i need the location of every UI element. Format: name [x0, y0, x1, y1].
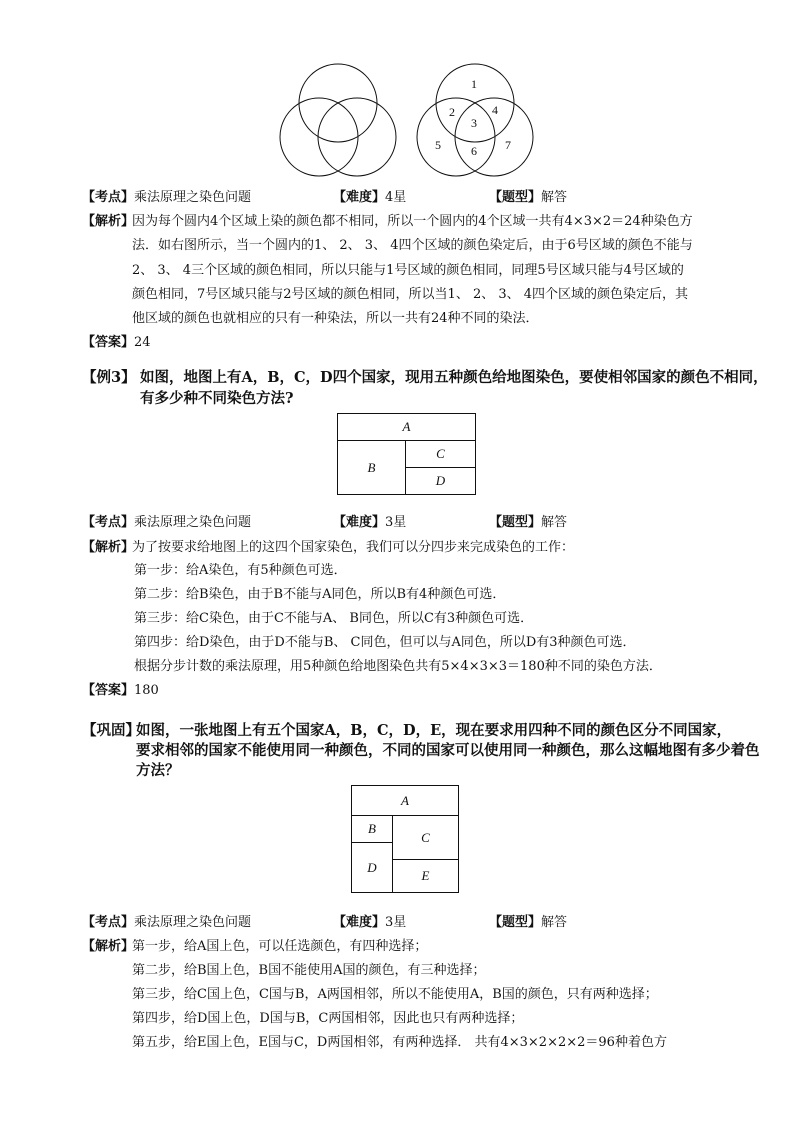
nandu-1 [333, 186, 406, 205]
answer-tag: 【答案】 [82, 683, 135, 698]
answer-2 [82, 679, 159, 698]
consolidate-line-3: 方法？ [136, 762, 180, 779]
region-label-4: 4 [492, 103, 498, 117]
analysis-1-line-3: 2、 3、 4三个区域的颜色相同，所以只能与1号区域的颜色相同，同理5号区域只能与4号区域的 [132, 263, 684, 278]
analysis-1-line-1: 因为每个圆内4个区域上染的颜色都不相同，所以一个圆内的4个区域一共有4×3×2＝24种染色方 [132, 214, 693, 229]
kaodian-value: 乘法原理之染色问题 [134, 515, 252, 530]
analysis-2-intro: 为了按要求给地图上的这四个国家染色，我们可以分四步来完成染色的工作： [132, 540, 575, 555]
kaodian-tag: 【考点】 [82, 515, 135, 530]
map-2 [351, 785, 459, 893]
answer-value: 180 [134, 683, 159, 698]
analysis-3-line-4: 第四步，给D国上色，D国与B，C两国相邻，因此也只有两种选择； [132, 1011, 524, 1026]
tixing-tag: 【题型】 [489, 190, 542, 205]
tixing-value: 解答 [541, 515, 568, 530]
region-label-3: 3 [471, 116, 477, 130]
answer-1 [82, 331, 151, 350]
consolidate-line-2: 要求相邻的国家不能使用同一种颜色，不同的国家可以使用同一种颜色，那么这幅地图有多少着色 [136, 742, 760, 759]
meta-row-2 [82, 511, 251, 530]
analysis-2-step-5: 根据分步计数的乘法原理，用5种颜色给地图染色共有5×4×3×3＝180种不同的染色方法． [134, 659, 662, 674]
map-2-region-a: A [351, 785, 459, 816]
example-3-line-2: 有多少种不同染色方法? [140, 390, 294, 407]
analysis-1-line-4: 颜色相同，7号区域只能与2号区域的颜色相同，所以当1、 2、 3、 4四个区域的颜色染定后，其 [132, 287, 689, 302]
region-label-1: 1 [471, 77, 477, 91]
tixing-value: 解答 [541, 915, 568, 930]
analysis-2-step-3: 第三步：给C染色，由于C不能与A、 B同色，所以C有3种颜色可选． [134, 611, 534, 626]
meta-row-3 [82, 911, 251, 930]
map-1 [337, 413, 476, 495]
region-label-7: 7 [505, 138, 511, 152]
region-label-2: 2 [449, 105, 455, 119]
map-2-region-c: C [392, 815, 459, 860]
example-3-tag: 【例3】 [82, 369, 136, 386]
region-label-6: 6 [471, 144, 477, 158]
map-2-region-e: E [392, 859, 459, 893]
analysis-2-step-2: 第二步：给B染色，由于B不能与A同色，所以B有4种颜色可选． [134, 587, 506, 602]
analysis-3-line-2: 第二步，给B国上色，B国不能使用A国的颜色，有三种选择； [132, 963, 486, 978]
kaodian-tag: 【考点】 [82, 915, 135, 930]
answer-value: 24 [134, 335, 151, 350]
region-label-5: 5 [435, 138, 441, 152]
analysis-2-step-1: 第一步：给A染色，有5种颜色可选． [134, 563, 347, 578]
map-1-region-a: A [337, 413, 476, 441]
nandu-3 [333, 911, 406, 930]
analysis-1-line-5: 他区域的颜色也就相应的只有一种染法，所以一共有24种不同的染法． [132, 311, 539, 326]
tixing-2 [489, 511, 567, 530]
map-1-region-c: C [405, 440, 476, 468]
nandu-2 [333, 511, 406, 530]
map-2-region-b: B [351, 815, 393, 843]
analysis-tag-2: 【解析】 [82, 540, 135, 555]
tixing-3 [489, 911, 567, 930]
nandu-value: 3星 [385, 915, 407, 930]
tixing-tag: 【题型】 [489, 515, 542, 530]
venn-plain [280, 64, 396, 176]
answer-tag: 【答案】 [82, 335, 135, 350]
analysis-3-line-5: 第五步，给E国上色，E国与C，D两国相邻，有两种选择． 共有4×3×2×2×2＝96种着色方 [132, 1035, 667, 1050]
venn-diagrams [270, 55, 560, 180]
consolidate-line-1: 如图，一张地图上有五个国家A，B，C，D，E，现在要求用四种不同的颜色区分不同国家， [136, 722, 732, 739]
kaodian-value: 乘法原理之染色问题 [134, 190, 252, 205]
tixing-value: 解答 [541, 190, 568, 205]
map-2-region-d: D [351, 842, 393, 893]
kaodian-value: 乘法原理之染色问题 [134, 915, 252, 930]
tixing-tag: 【题型】 [489, 915, 542, 930]
analysis-1-line-2: 法．如右图所示，当一个圆内的1、 2、 3、 4四个区域的颜色染定后，由于6号区域的颜色不能与 [132, 238, 693, 253]
example-3-line-1: 如图，地图上有A，B，C，D四个国家，现用五种颜色给地图染色，要使相邻国家的颜色不相同， [140, 369, 768, 386]
analysis-2-step-4: 第四步：给D染色，由于D不能与B、 C同色，但可以与A同色，所以D有3种颜色可选． [134, 635, 636, 650]
nandu-tag: 【难度】 [333, 915, 386, 930]
map-1-region-d: D [405, 467, 476, 495]
nandu-value: 4星 [385, 190, 407, 205]
nandu-tag: 【难度】 [333, 190, 386, 205]
analysis-3-line-3: 第三步，给C国上色，C国与B，A两国相邻，所以不能使用A，B国的颜色，只有两种选择； [132, 987, 658, 1002]
analysis-tag-3: 【解析】 [82, 939, 135, 954]
tixing-1 [489, 186, 567, 205]
kaodian-tag: 【考点】 [82, 190, 135, 205]
map-1-region-b: B [337, 440, 406, 495]
meta-row-1 [82, 186, 251, 205]
nandu-tag: 【难度】 [333, 515, 386, 530]
analysis-tag-1: 【解析】 [82, 214, 135, 229]
consolidate-tag: 【巩固】 [82, 722, 140, 739]
nandu-value: 3星 [385, 515, 407, 530]
analysis-3-line-1: 第一步，给A国上色，可以任选颜色，有四种选择； [132, 939, 428, 954]
